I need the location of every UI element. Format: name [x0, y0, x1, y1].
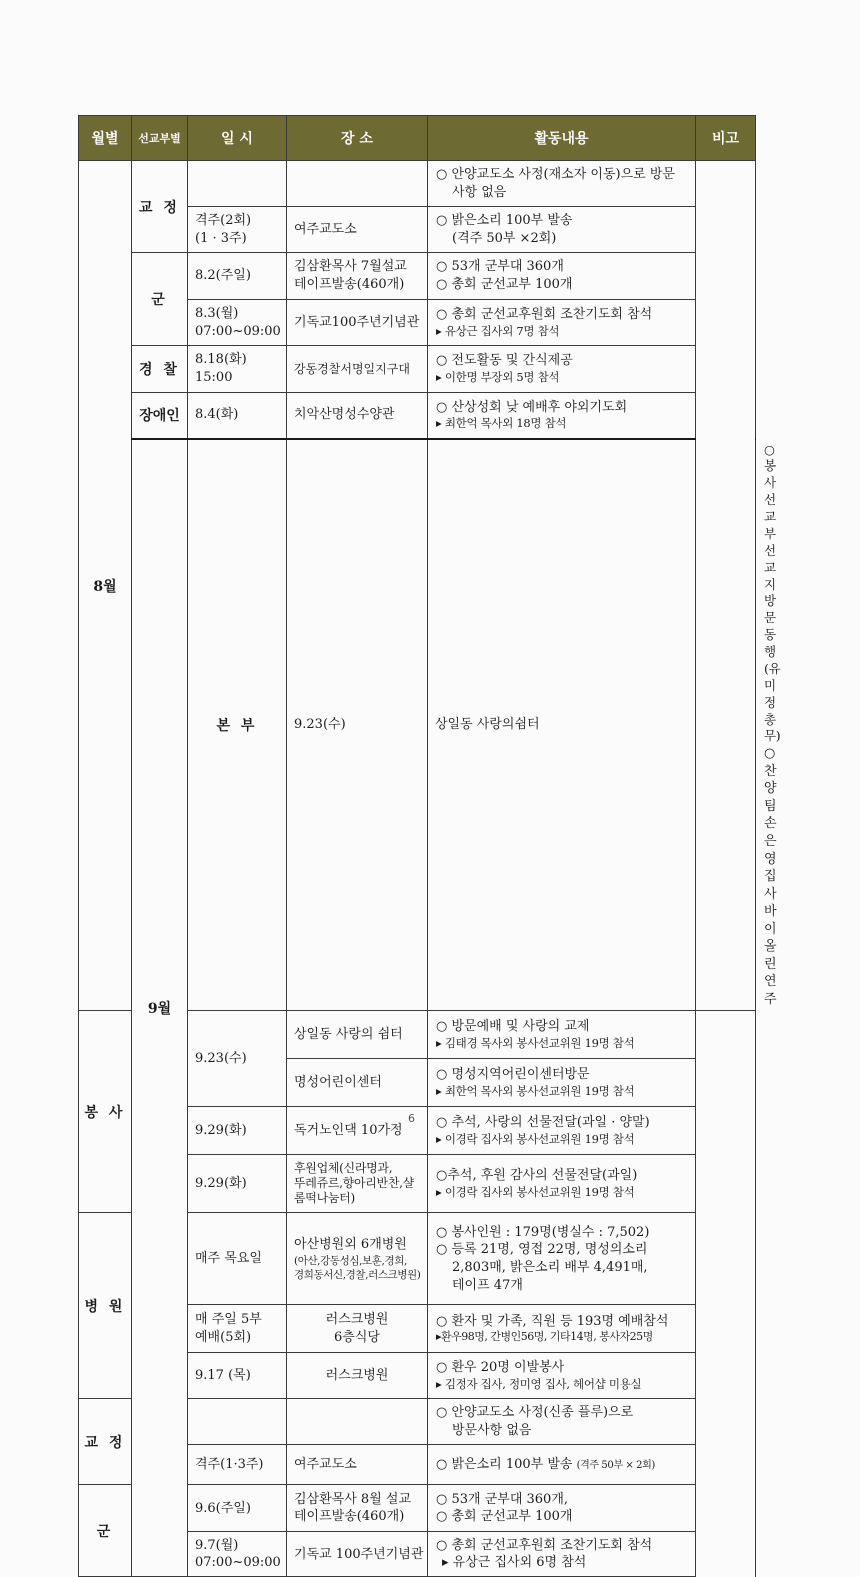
activity-cell: ○ 산상성회 낮 예배후 야외기도회 ▸ 최한억 목사외 18명 참석 [428, 393, 696, 439]
activity-cell: ○ 총회 군선교후원회 조찬기도회 참석 ▸ 유상근 집사외 6명 참석 [428, 1532, 696, 1577]
date-cell: 9.6(주일) [188, 1485, 287, 1532]
place-cell: 김삼환목사 8월 설교 테이프발송(460개) [287, 1485, 428, 1532]
date-cell: 8.2(주일) [188, 253, 287, 300]
date-cell: 격주(2회) (1 · 3주) [188, 207, 287, 253]
section-label: 교 정 [132, 161, 188, 253]
header-remark: 비고 [696, 116, 756, 161]
date-cell: 8.18(화) 15:00 [188, 346, 287, 393]
date-cell: 매주 목요일 [188, 1213, 287, 1305]
place-cell: 아산병원외 6개병원 (아산,강동성심,보훈,경희, 경희동서신,경찰,러스크병원) [287, 1213, 428, 1305]
place-cell [287, 161, 428, 207]
date-cell: 9.29(화) [188, 1155, 287, 1213]
date-cell: 격주(1·3주) [188, 1445, 287, 1485]
activity-cell: ○ 총회 군선교후원회 조찬기도회 참석 ▸ 유상근 집사외 7명 참석 [428, 300, 696, 346]
activity-cell: ○ 방문예배 및 사랑의 교제 ▸ 김태경 목사외 봉사선교위원 19명 참석 [428, 1011, 696, 1059]
activity-cell: ○ 안양교도소 사정(재소자 이동)으로 방문 사항 없음 [428, 161, 696, 207]
activity-cell: ○ 봉사인원 : 179명(병실수 : 7,502) ○ 등록 21명, 영접 22명, 명성의소리 2,803매, 밝은소리 배부 4,491매, 테이프 47개 [428, 1213, 696, 1305]
activity-table [78, 115, 781, 1577]
section-label: 군 [132, 253, 188, 346]
activity-cell: ○ 전도활동 및 간식제공 ▸ 이한명 부장외 5명 참석 [428, 346, 696, 393]
header-activity: 활동내용 [428, 116, 696, 161]
header-department: 선교부별 [132, 116, 188, 161]
section-label: 병 원 [79, 1213, 132, 1399]
place-cell: 김삼환목사 7월설교 테이프발송(460개) [287, 253, 428, 300]
activity-cell: ○ 추석, 사랑의 선물전달(과일 · 양말) ▸ 이경락 집사외 봉사선교위원 19명 참석 [428, 1107, 696, 1155]
section-label: 본 부 [188, 439, 287, 1011]
month-cell: 8월 [79, 161, 132, 1011]
table-row [79, 253, 756, 300]
place-cell: 치악산명성수양관 [287, 393, 428, 439]
place-cell: 강동경찰서명일지구대 [287, 346, 428, 393]
date-cell: 9.7(월) 07:00~09:00 [188, 1532, 287, 1577]
date-cell: 9.23(수) [287, 439, 428, 1011]
activity-cell: ○ 밝은소리 100부 발송 (격주 50부 ×2회) [428, 207, 696, 253]
header-month: 월별 [79, 116, 132, 161]
page-number: 6 [408, 1112, 415, 1125]
date-cell: 9.29(화) [188, 1107, 287, 1155]
activity-cell: ○ 53개 군부대 360개, ○ 총회 군선교부 100개 [428, 1485, 696, 1532]
section-label: 경 찰 [132, 346, 188, 393]
activity-cell: ○ 안양교도소 사정(신종 플루)으로 방문사항 없음 [428, 1399, 696, 1445]
activity-cell: ○추석, 후원 감사의 선물전달(과일) ▸ 이경락 집사외 봉사선교위원 19명 참석 [428, 1155, 696, 1213]
place-cell: 후원업체(신라명과, 뚜레쥬르,향아리반찬,샬 롬떡나눔터) [287, 1155, 428, 1213]
table-row [79, 393, 756, 439]
date-cell: 매 주일 5부 예배(5회) [188, 1305, 287, 1353]
activity-cell: ○ 53개 군부대 360개 ○ 총회 군선교부 100개 [428, 253, 696, 300]
activity-cell: ○ 환자 및 가족, 직원 등 193명 예배참석 ▸환우98명, 간병인56명, 기타14명, 봉사자25명 [428, 1305, 696, 1353]
place-cell: 여주교도소 [287, 1445, 428, 1485]
activity-cell: ○ 명성지역어린이센터방문 ▸ 최한억 목사외 봉사선교위원 19명 참석 [428, 1059, 696, 1107]
place-cell: 기독교100주년기념관 [287, 300, 428, 346]
place-cell: 기독교 100주년기념관 [287, 1532, 428, 1577]
date-cell [188, 1399, 287, 1445]
activity-cell: ○ 환우 20명 이발봉사 ▸ 김정자 집사, 정미영 집사, 헤어샵 미용실 [428, 1353, 696, 1399]
month-cell: 9월 [132, 439, 188, 1577]
table-row [79, 346, 756, 393]
section-label: 장애인 [132, 393, 188, 439]
header-place: 장 소 [287, 116, 428, 161]
date-cell: 8.4(화) [188, 393, 287, 439]
place-cell: 독거노인댁 10가정 [287, 1107, 428, 1155]
section-label: 군 [79, 1485, 132, 1577]
date-cell: 8.3(월) 07:00~09:00 [188, 300, 287, 346]
table-row [79, 161, 756, 207]
remark-cell [696, 161, 756, 1011]
table-row: 9월 본 부 9.23(수) 상일동 사랑의쉼터 ○ 봉사선교부 선교지방문동행(유미정 총무) ○ 찬양팀 손은영집사 바이올린 연주 [79, 439, 756, 1011]
section-label: 교 정 [79, 1399, 132, 1485]
place-cell [287, 1399, 428, 1445]
date-cell [188, 161, 287, 207]
header-row [79, 116, 756, 161]
activity-cell: ○ 밝은소리 100부 발송 (격주 50부 × 2회) [428, 1445, 696, 1485]
place-cell: 상일동 사랑의쉼터 [428, 439, 696, 1011]
section-label: 봉 사 [79, 1011, 132, 1213]
place-cell: 러스크병원 6층식당 [287, 1305, 428, 1353]
date-cell: 9.23(수) [188, 1011, 287, 1107]
place-cell: 여주교도소 [287, 207, 428, 253]
date-cell: 9.17 (목) [188, 1353, 287, 1399]
place-cell: 상일동 사랑의 쉼터 [287, 1011, 428, 1059]
place-cell: 명성어린이센터 [287, 1059, 428, 1107]
place-cell: 러스크병원 [287, 1353, 428, 1399]
header-datetime: 일 시 [188, 116, 287, 161]
